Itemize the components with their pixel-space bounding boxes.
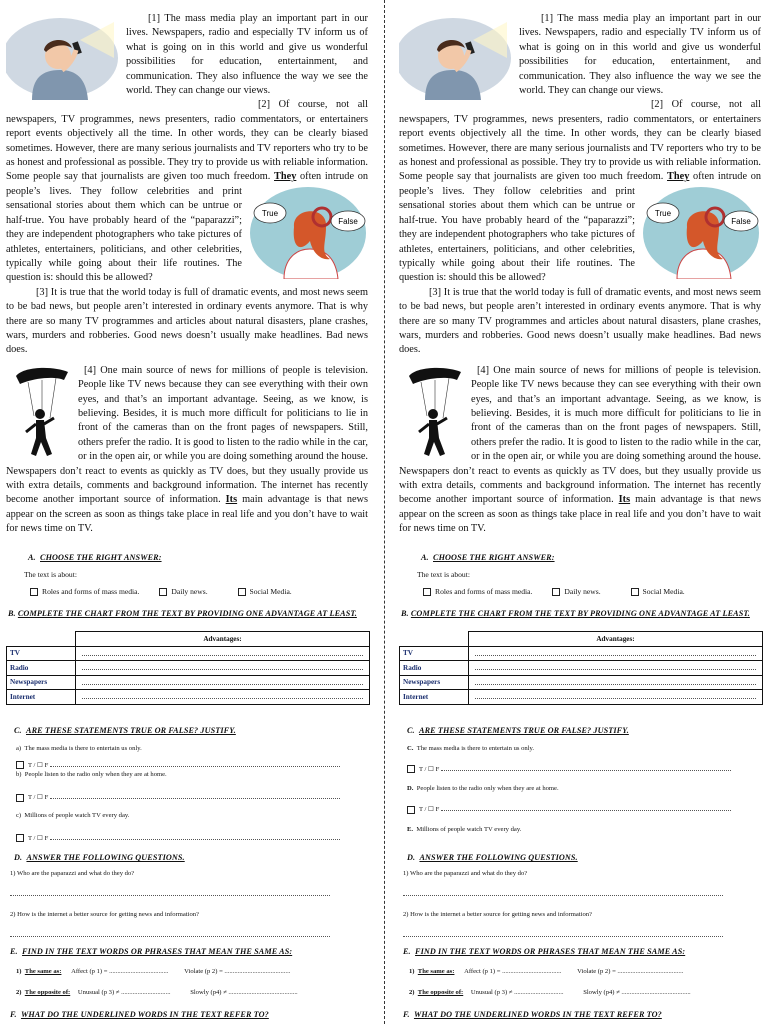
right-worksheet	[399, 0, 768, 1024]
exercise-a: A. CHOOSE THE RIGHT ANSWER: The text is about: Roles and forms of mass media. Daily news. Social Media.	[24, 553, 292, 596]
advantages-header: Advantages:	[76, 632, 370, 647]
option-daily-news[interactable]: Daily news.	[159, 587, 207, 596]
underlined-they: They	[667, 171, 690, 183]
row-radio: Radio	[7, 661, 76, 676]
exercise-c: C. ARE THESE STATEMENTS TRUE OR FALSE? JUSTIFY. C. The mass media is there to entertain us only. T / ☐ F D. People listen to the radio only when they are at home. T / ☐ F E. Millions of people watch TV every day.	[399, 726, 768, 833]
advantages-table	[6, 631, 370, 705]
phone-reader-illustration	[6, 18, 120, 100]
row-tv: TV	[400, 646, 469, 661]
bubble-false-text: False	[731, 216, 751, 226]
d-q2-answer[interactable]	[10, 930, 330, 937]
true-false-magnifier-illustration	[641, 187, 761, 279]
bubble-true-text: True	[654, 208, 672, 218]
tf-b[interactable]: T / ☐ F	[16, 792, 376, 801]
option-social-media[interactable]: Social Media.	[238, 587, 292, 596]
tv-answer[interactable]	[76, 646, 370, 661]
phone-reader-illustration	[399, 18, 513, 100]
puppet-strings-illustration	[407, 366, 463, 458]
option-roles[interactable]: Roles and forms of mass media.	[30, 587, 139, 596]
paragraph-2: [2] Of course, not all newspapers, TV programmes, news presenters, radio commentators, or entertainers report events objectively all the time. In other words, they can be clearly biased sometimes. However, there are many serious journalists and TV reporters who try to be as honest and professional as possible. They try to provide us with reliable information. Some people say that journalists are given too much freedom. They True False often intrude on people’s lives. They follow celebrities and print sensational stories about them which can be untrue or half-true. You have probably heard of the “paparazzi”; they are independent photographers who take pictures of athletes, entertainers, politicians, and other celebrities, typically while going about their life routines. The question is: should this be allowed?	[6, 99, 368, 284]
underlined-its: Its	[225, 494, 238, 506]
exercise-d: D. ANSWER THE FOLLOWING QUESTIONS. 1) Who are the paparazzi and what do they do? 2) How is the internet a better source for getting news and information?	[6, 853, 376, 942]
option-roles[interactable]: Roles and forms of mass media.	[423, 587, 532, 596]
bubble-false-text: False	[338, 216, 358, 226]
bubble-true-text: True	[261, 208, 279, 218]
internet-answer[interactable]	[469, 690, 763, 705]
true-false-magnifier-illustration	[248, 187, 368, 279]
underlined-its: Its	[618, 494, 631, 506]
paragraph-3: [3] It is true that the world today is full of dramatic events, and most news seem to be bad news, but people aren’t interested in ordinary events anymore. That is why there are so many TV programmes and articles about natural disasters, plane crashes, wars, murders and robberies. Good news doesn’t usually make headlines. Bad news does.	[399, 286, 761, 356]
reading-text-copy	[399, 12, 761, 537]
row-internet: Internet	[7, 690, 76, 705]
paragraph-4: [4] One main source of news for millions of people is television. People like TV news because they can see everything with their own eyes, and that’s an important advantage. Seeing, as we know, is believing. Besides, it is much more difficult for politicians to lie in front of the cameras than on the front pages of newspapers. Still, others prefer the radio. It is good to listen to the radio while in the car, or in the open air, or while you are doing something around the house. Newspapers don’t react to events as quickly as TV does, but they usually provide us with extra details, comments and background information. The internet has recently become another important source of information. Its main advantage is that news appear on the screen as soon as things take place in real life and you don’t have to wait for news time on TV.	[399, 364, 761, 535]
row-newspapers: Newspapers	[400, 675, 469, 690]
row-internet: Internet	[400, 690, 469, 705]
exercise-a: A. CHOOSE THE RIGHT ANSWER: The text is about: Roles and forms of mass media. Daily news. Social Media.	[417, 553, 685, 596]
d-q1-answer[interactable]	[10, 889, 330, 896]
advantages-header: Advantages:	[469, 632, 763, 647]
tf-c[interactable]: T / ☐ F	[16, 833, 376, 842]
row-newspapers: Newspapers	[7, 675, 76, 690]
reading-text	[6, 12, 368, 537]
tf-d[interactable]: T / ☐ F	[407, 804, 768, 813]
exercise-e: E. FIND IN THE TEXT WORDS OR PHRASES THAT MEAN THE SAME AS: 1) The same as: Affect (p 1) = .................................... Violate (p 2) = ........................................ 2) The opposite of: Unusual (p 3) ≠ .............................. Slowly (p4) ≠ .......................................... F. WHAT DO THE UNDERLINED WORDS IN THE TEXT REFER TO?	[10, 947, 298, 1019]
exercise-b: B. COMPLETE THE CHART FROM THE TEXT BY PROVIDING ONE ADVANTAGE AT LEAST.	[8, 609, 357, 618]
radio-answer[interactable]	[469, 661, 763, 676]
newspapers-answer[interactable]	[76, 675, 370, 690]
tv-answer[interactable]	[469, 646, 763, 661]
page-divider	[384, 0, 385, 1024]
underlined-they: They	[274, 171, 297, 183]
option-social-media[interactable]: Social Media.	[631, 587, 685, 596]
advantages-table	[399, 631, 763, 705]
exercise-d: D. ANSWER THE FOLLOWING QUESTIONS. 1) Who are the paparazzi and what do they do? 2) How is the internet a better source for getting news and information?	[399, 853, 768, 942]
newspapers-answer[interactable]	[469, 675, 763, 690]
d-q1-answer[interactable]	[403, 889, 723, 896]
paragraph-2: [2] Of course, not all newspapers, TV programmes, news presenters, radio commentators, or entertainers report events objectively all the time. In other words, they can be clearly biased sometimes. However, there are many serious journalists and TV reporters who try to be as honest and professional as possible. They try to provide us with reliable information. Some people say that journalists are given too much freedom. They True False often intrude on people’s lives. They follow celebrities and print sensational stories about them which can be untrue or half-true. You have probably heard of the “paparazzi”; they are independent photographers who take pictures of athletes, entertainers, politicians, and other celebrities, typically while going about their life routines. The question is: should this be allowed?	[399, 99, 761, 284]
paragraph-4: [4] One main source of news for millions of people is television. People like TV news because they can see everything with their own eyes, and that’s an important advantage. Seeing, as we know, is believing. Besides, it is much more difficult for politicians to lie in front of the cameras than on the front pages of newspapers. Still, others prefer the radio. It is good to listen to the radio while in the car, or in the open air, or while you are doing something around the house. Newspapers don’t react to events as quickly as TV does, but they usually provide us with extra details, comments and background information. The internet has recently become another important source of information. Its main advantage is that news appear on the screen as soon as things take place in real life and you don’t have to wait for news time on TV.	[6, 364, 368, 535]
tf-a[interactable]: T / ☐ F	[16, 760, 376, 769]
paragraph-1: [1] The mass media play an important part in our lives. Newspapers, radio and especially TV inform us of what is going on in this world and give us wonderful possibilities for education, entertainment, and communication. They also influence the way we see the world. They can change our views.	[126, 13, 368, 97]
exercise-c: C. ARE THESE STATEMENTS TRUE OR FALSE? JUSTIFY. a) The mass media is there to entertain us only. T / ☐ F b) People listen to the radio only when they are at home. T / ☐ F c) Millions of people watch TV every day. T / ☐ F	[6, 726, 376, 842]
row-radio: Radio	[400, 661, 469, 676]
left-worksheet	[6, 0, 376, 1024]
exercise-e: E. FIND IN THE TEXT WORDS OR PHRASES THAT MEAN THE SAME AS: 1) The same as: Affect (p 1) = .................................... Violate (p 2) = ........................................ 2) The opposite of: Unusual (p 3) ≠ .............................. Slowly (p4) ≠ .......................................... F. WHAT DO THE UNDERLINED WORDS IN THE TEXT REFER TO?	[403, 947, 691, 1019]
tf-c[interactable]: T / ☐ F	[407, 764, 768, 773]
paragraph-1: [1] The mass media play an important part in our lives. Newspapers, radio and especially TV inform us of what is going on in this world and give us wonderful possibilities for education, entertainment, and communication. They also influence the way we see the world. They can change our views.	[519, 13, 761, 97]
internet-answer[interactable]	[76, 690, 370, 705]
option-daily-news[interactable]: Daily news.	[552, 587, 600, 596]
d-q2-answer[interactable]	[403, 930, 723, 937]
paragraph-3: [3] It is true that the world today is full of dramatic events, and most news seem to be bad news, but people aren’t interested in ordinary events anymore. That is why there are so many TV programmes and articles about natural disasters, plane crashes, wars, murders and robberies. Good news doesn’t usually make headlines. Bad news does.	[6, 286, 368, 356]
radio-answer[interactable]	[76, 661, 370, 676]
row-tv: TV	[7, 646, 76, 661]
puppet-strings-illustration	[14, 366, 70, 458]
exercise-b: B. COMPLETE THE CHART FROM THE TEXT BY PROVIDING ONE ADVANTAGE AT LEAST.	[401, 609, 750, 618]
